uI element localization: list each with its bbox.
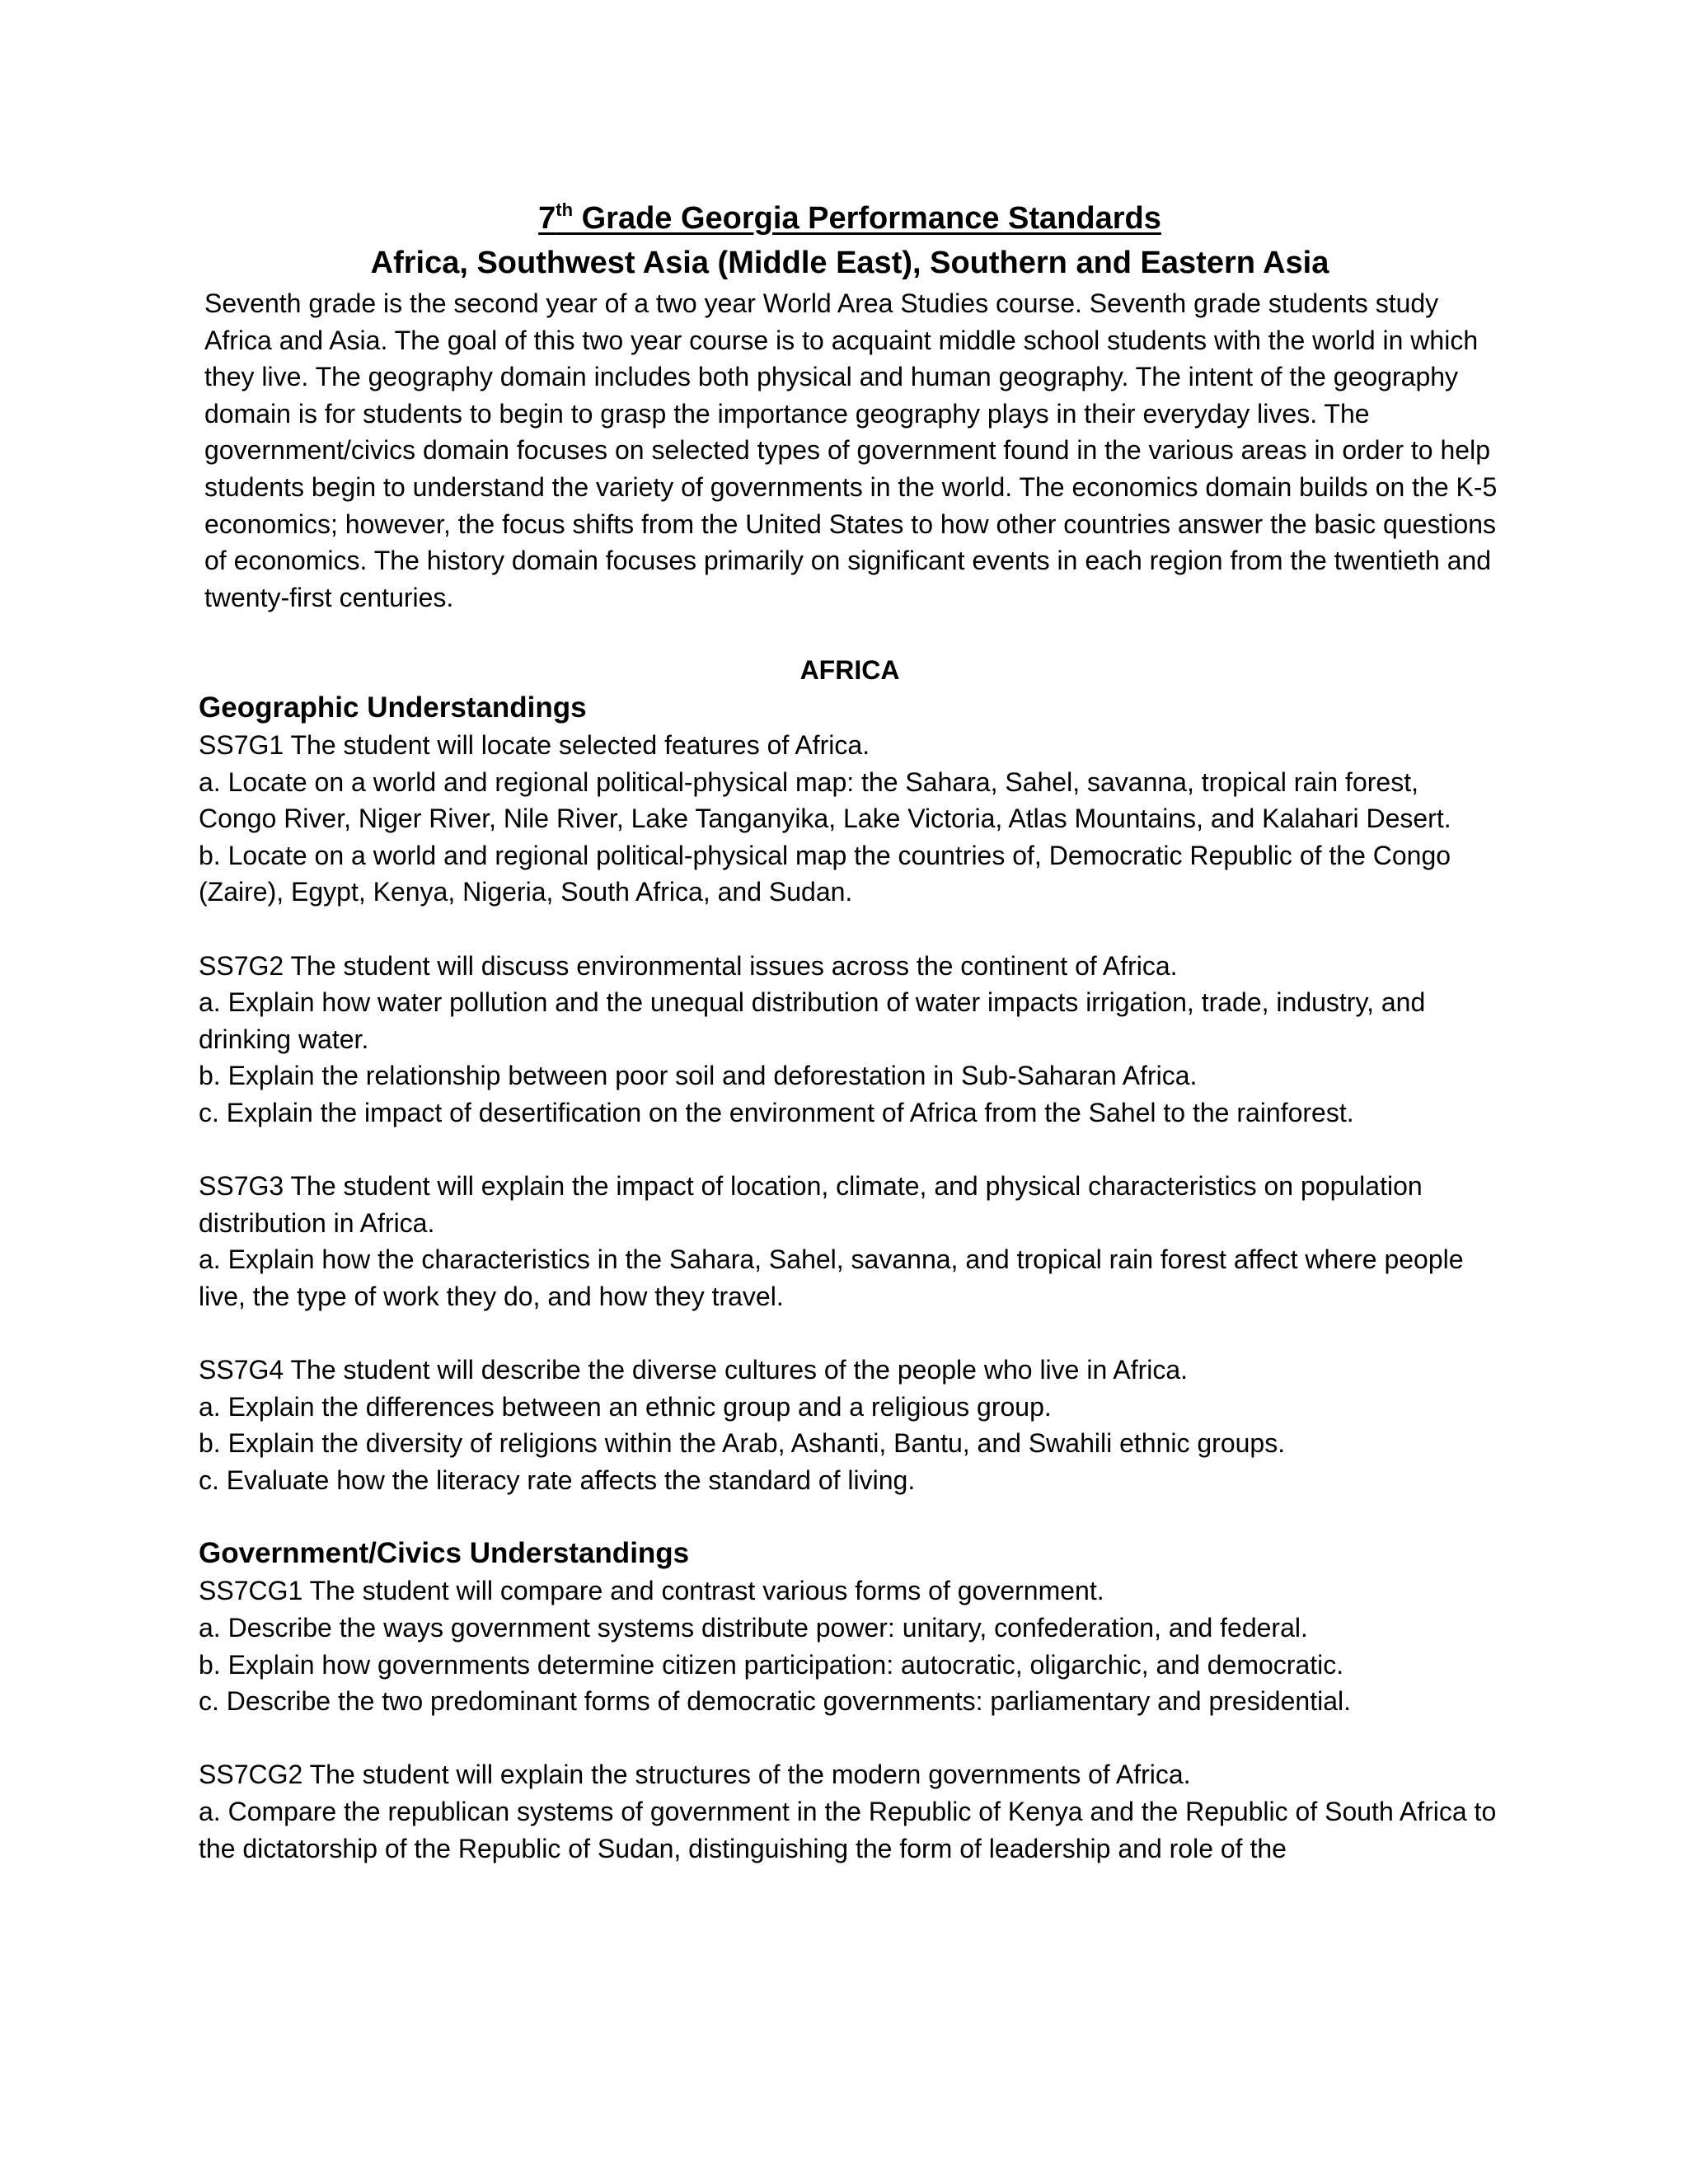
- title-line-2: Africa, Southwest Asia (Middle East), Southern and Eastern Asia: [370, 246, 1329, 280]
- standard-line: a. Locate on a world and regional political-physical map: the Sahara, Sahel, savanna, tropical rain forest, Congo River, Niger River, Nile River, Lake Tanganyika, Lake Victoria, Atlas Mountains, and Kalahari Desert.: [199, 766, 1451, 834]
- intro-paragraph: Seventh grade is the second year of a two year World Area Studies course. Seventh grade students study Africa and Asia. The goal of this two year course is to acquaint middle school students with the world in which they live. The geography domain includes both physical and human geography. The intent of the geography domain is for students to begin to grasp the importance geography plays in their everyday lives. The government/civics domain focuses on selected types of government found in the various areas in order to help students begin to understand the variety of governments in the world. The economics domain builds on the K-5 economics; however, the focus shifts from the United States to how other countries answer the basic questions of economics. The history domain focuses primarily on significant events in each region from the twentieth and twenty-first centuries.: [204, 288, 1498, 612]
- title-grade-number: 7: [538, 201, 556, 236]
- standard-line: a. Explain how the characteristics in the Sahara, Sahel, savanna, and tropical rain forest affect where people live, the type of work they do, and how they travel.: [199, 1244, 1464, 1311]
- document-body: [199, 196, 1501, 1867]
- standard-line: a. Describe the ways government systems distribute power: unitary, confederation, and federal.: [199, 1613, 1308, 1643]
- civics-heading: Government/Civics Understandings: [199, 1537, 690, 1570]
- standard-line: b. Explain the relationship between poor soil and deforestation in Sub-Saharan Africa.: [199, 1061, 1198, 1091]
- standard-line: b. Explain the diversity of religions within the Arab, Ashanti, Bantu, and Swahili ethnic groups.: [199, 1428, 1286, 1459]
- standard-line: c. Describe the two predominant forms of democratic governments: parliamentary and presidential.: [199, 1686, 1351, 1717]
- standard-line: SS7G4 The student will describe the diverse cultures of the people who live in Africa.: [199, 1355, 1189, 1385]
- standard-ss7g2: [199, 948, 1501, 1132]
- geography-heading: Geographic Understandings: [199, 691, 587, 724]
- standard-ss7g4: [199, 1352, 1501, 1498]
- standard-line: b. Locate on a world and regional political-physical map the countries of, Democratic Republic of the Congo (Zaire), Egypt, Kenya, Nigeria, South Africa, and Sudan.: [199, 840, 1451, 907]
- standard-ss7cg1: [199, 1572, 1501, 1719]
- standard-line: a. Explain how water pollution and the unequal distribution of water impacts irrigation, trade, industry, and drinking water.: [199, 987, 1426, 1054]
- standard-line: SS7G3 The student will explain the impact of location, climate, and physical characteristics on population distribution in Africa.: [199, 1171, 1423, 1238]
- title-grade-suffix: th: [556, 199, 574, 220]
- section-heading-africa: AFRICA: [799, 655, 900, 686]
- title-line-1: [199, 196, 1501, 241]
- standard-line: a. Compare the republican systems of government in the Republic of Kenya and the Republic of South Africa to the dictatorship of the Republic of Sudan, distinguishing the form of leadership and role of the: [199, 1796, 1497, 1863]
- standard-line: c. Evaluate how the literacy rate affects the standard of living.: [199, 1465, 916, 1495]
- standard-line: SS7G1 The student will locate selected features of Africa.: [199, 729, 870, 760]
- standard-ss7g3: [199, 1168, 1501, 1315]
- standard-line: SS7CG2 The student will explain the structures of the modern governments of Africa.: [199, 1760, 1191, 1790]
- standard-line: a. Explain the differences between an ethnic group and a religious group.: [199, 1391, 1052, 1422]
- standard-line: SS7G2 The student will discuss environmental issues across the continent of Africa.: [199, 950, 1178, 981]
- document-title: [199, 196, 1501, 285]
- title-line-1-text: Grade Georgia Performance Standards: [573, 201, 1161, 236]
- standard-line: SS7CG1 The student will compare and contrast various forms of government.: [199, 1576, 1104, 1606]
- standard-ss7cg2: [199, 1756, 1501, 1867]
- standard-line: c. Explain the impact of desertification on the environment of Africa from the Sahel to the rainforest.: [199, 1097, 1354, 1127]
- standard-line: b. Explain how governments determine citizen participation: autocratic, oligarchic, and democratic.: [199, 1649, 1344, 1680]
- standard-ss7g1: [199, 727, 1501, 911]
